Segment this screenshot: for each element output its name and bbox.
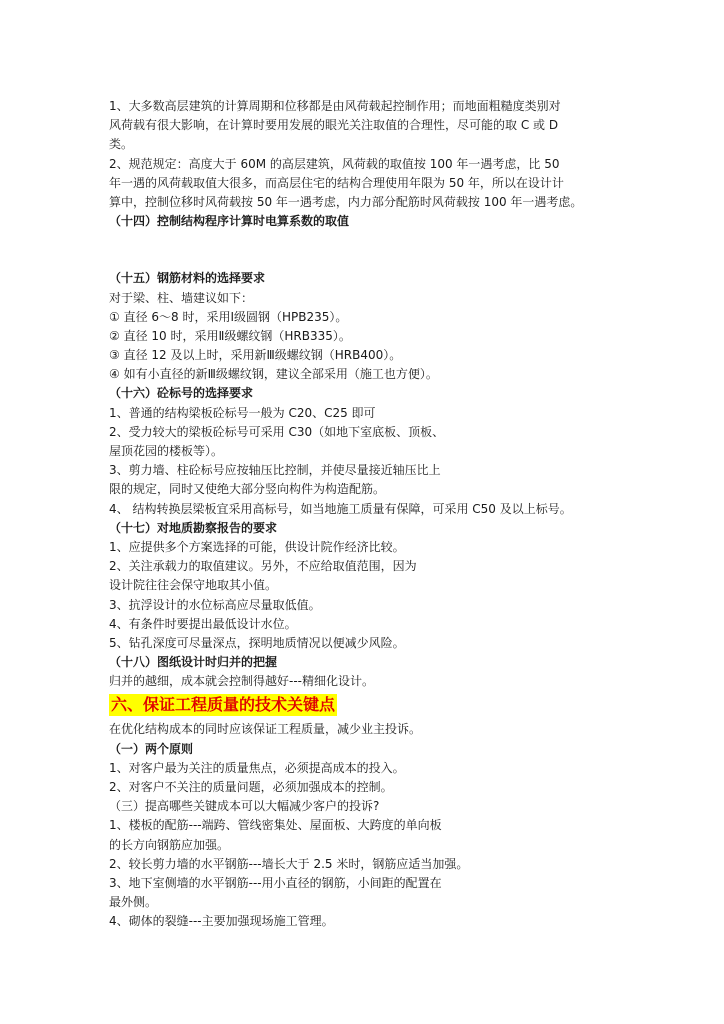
text-line: 2、受力较大的梁板砼标号可采用 C30（如地下室底板、顶板、 xyxy=(109,424,445,439)
text-line: ② 直径 10 时，采用Ⅱ级螺纹钢（HRB335）。 xyxy=(109,328,351,343)
text-line: 在优化结构成本的同时应该保证工程质量，减少业主投诉。 xyxy=(109,722,422,737)
text-line: 2、较长剪力墙的水平钢筋---墙长大于 2.5 米时，钢筋应适当加强。 xyxy=(109,856,469,871)
text-line: 4、有条件时要提出最低设计水位。 xyxy=(109,616,297,631)
text-line: 4、砌体的裂缝---主要加强现场施工管理。 xyxy=(109,914,334,929)
text-line: 5、钻孔深度可尽量深点，探明地质情况以便减少风险。 xyxy=(109,635,405,650)
section-heading: 六、保证工程质量的技术关键点 xyxy=(111,695,336,715)
subheading-line: （十五）钢筋材料的选择要求 xyxy=(109,271,266,286)
subheading-line: （一）两个原则 xyxy=(109,741,194,756)
text-line: 2、对客户不关注的质量问题，必须加强成本的控制。 xyxy=(109,780,393,794)
text-line: 1、普通的结构梁板砼标号一般为 C20、C25 即可 xyxy=(109,405,376,420)
text-line: 屋顶花园的楼板等）。 xyxy=(109,444,224,458)
subheading-line: （十七）对地质勘察报告的要求 xyxy=(109,520,278,535)
wind-load-block xyxy=(109,97,689,231)
text-line: 限的规定，同时又使绝大部分竖向构件为构造配筋。 xyxy=(109,482,386,497)
text-line: 1、对客户最为关注的质量焦点，必须提高成本的投入。 xyxy=(109,760,405,775)
materials-block xyxy=(109,269,689,691)
text-line: 1、应提供多个方案选择的可能，供设计院作经济比较。 xyxy=(109,539,405,554)
text-line: ④ 如有小直径的新Ⅲ级螺纹钢，建议全部采用（施工也方便）。 xyxy=(109,367,438,382)
subheading-line: （十四）控制结构程序计算时电算系数的取值 xyxy=(109,214,350,229)
text-line: 风荷载有很大影响，在计算时要用发展的眼光关注取值的合理性，尽可能的取 C 或 D xyxy=(109,118,559,133)
text-line: 4、 结构转换层梁板宜采用高标号，如当地施工质量有保障，可采用 C50 及以上标号。 xyxy=(109,501,572,516)
text-line: 3、剪力墙、柱砼标号应按轴压比控制，并使尽量接近轴压比上 xyxy=(109,463,441,478)
subheading-line: （十六）砼标号的选择要求 xyxy=(109,386,254,401)
text-line: 对于梁、柱、墙建议如下： xyxy=(109,290,254,305)
quality-block xyxy=(109,720,689,931)
document-page xyxy=(109,97,689,932)
text-line: 算中，控制位移时风荷载按 50 年一遇考虑，内力部分配筋时风荷载按 100 年一遇考虑。 xyxy=(109,194,583,209)
subheading-line: （十八）图纸设计时归并的把握 xyxy=(109,655,278,670)
text-line: 设计院往往会保守地取其小值。 xyxy=(109,578,278,593)
text-line: 3、抗浮设计的水位标高应尽量取低值。 xyxy=(109,597,321,612)
blank-gap xyxy=(109,231,689,269)
text-line: 1、楼板的配筋---端跨、管线密集处、屋面板、大跨度的单向板 xyxy=(109,818,442,833)
text-line: 年一遇的风荷载取值大很多，而高层住宅的结构合理使用年限为 50 年，所以在设计计 xyxy=(109,175,564,190)
text-line: 类。 xyxy=(109,137,134,152)
text-line: 2、规范规定：高度大于 60M 的高层建筑，风荷载的取值按 100 年一遇考虑，比 50 xyxy=(109,156,560,171)
text-line: 3、地下室侧墙的水平钢筋---用小直径的钢筋，小间距的配置在 xyxy=(109,875,442,890)
text-line: 1、大多数高层建筑的计算周期和位移都是由风荷载起控制作用；而地面粗糙度类别对 xyxy=(109,99,561,113)
text-line: ① 直径 6～8 时，采用Ⅰ级圆钢（HPB235）。 xyxy=(109,309,348,324)
text-line: 最外侧。 xyxy=(109,895,158,910)
text-line: 归并的越细，成本就会控制得越好---精细化设计。 xyxy=(109,674,374,689)
text-line: ③ 直径 12 及以上时，采用新Ⅲ级螺纹钢（HRB400）。 xyxy=(109,348,402,363)
text-line: 2、关注承载力的取值建议。另外，不应给取值范围，因为 xyxy=(109,559,417,574)
text-line: （三）提高哪些关键成本可以大幅减少客户的投诉? xyxy=(109,799,380,814)
text-line: 的长方向钢筋应加强。 xyxy=(109,837,230,852)
section-heading-row xyxy=(109,691,689,720)
